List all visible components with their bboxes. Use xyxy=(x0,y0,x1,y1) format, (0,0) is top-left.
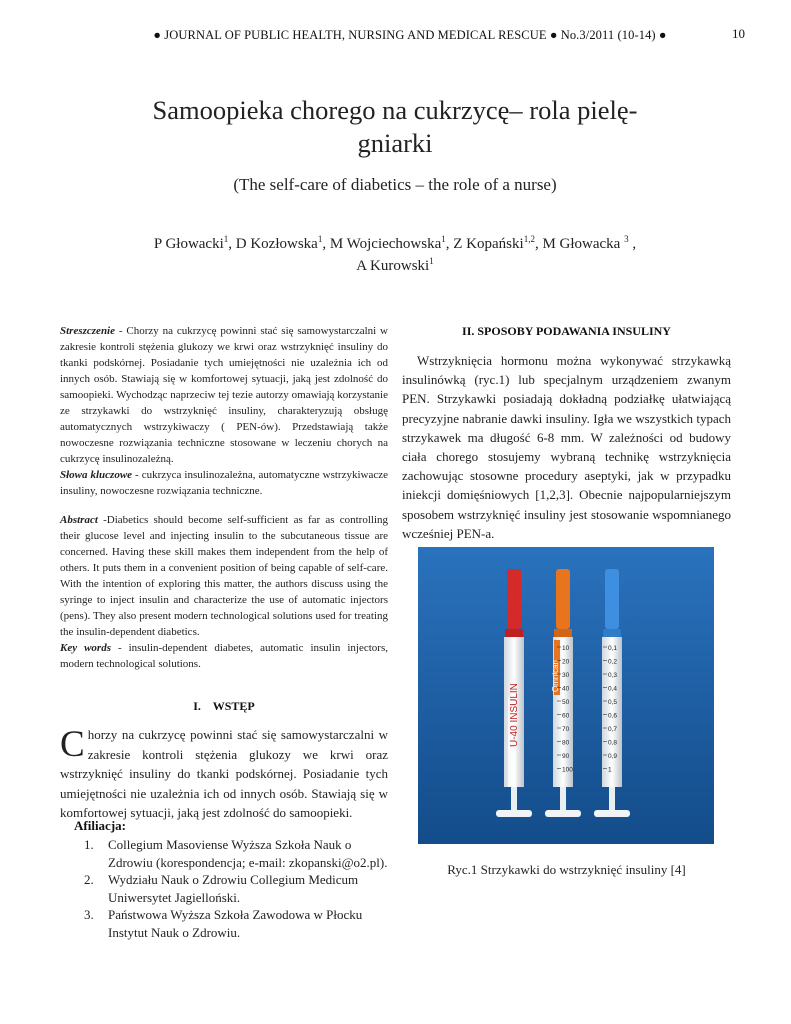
scale-label: 40 xyxy=(562,685,570,693)
article-title xyxy=(70,94,720,160)
author-list xyxy=(70,233,720,277)
author-name: , M Wojciechowska xyxy=(322,236,442,252)
abstract-polish xyxy=(60,323,388,499)
barrel-label: U-40 INSULIN xyxy=(509,683,520,747)
affiliation-text: Collegium Masoviense Wyższa Szkoła Nauk o Zdrowiu (korespondencja; e-mail: zkopanski@o2.pl). xyxy=(108,837,388,870)
abstract-english xyxy=(60,512,388,672)
drop-cap: C xyxy=(60,724,85,765)
scale-label: 0,5 xyxy=(608,699,618,706)
abstract-en-label: Abstract xyxy=(60,514,98,526)
scale-label: 0,6 xyxy=(608,712,618,720)
barrel-brand: Omnican xyxy=(551,659,560,692)
scale-label: 20 xyxy=(562,658,570,666)
affiliation-text: Wydziału Nauk o Zdrowiu Collegium Medicum Uniwersytet Jagielloński. xyxy=(108,872,359,905)
scale-label: 90 xyxy=(562,753,570,760)
journal-header xyxy=(130,28,690,43)
intro-text: horzy na cukrzycę powinni stać się samowystarczalni w zakresie kontroli stężenia glukozy we krwi oraz wstrzyknięć insuliny do tkanki podskórnej. Posiadanie tych umiejętności nie uzależnia ich od innych osób. Stawiają się w komfortowej sytuacji, jaką jest zdolność do samoopieki. xyxy=(60,727,388,820)
scale-label: 0,9 xyxy=(608,753,618,760)
affiliation-text: Państwowa Wyższa Szkoła Zawodowa w Płocku Instytut Nauk o Zdrowiu. xyxy=(108,907,363,940)
scale-label: 0,3 xyxy=(608,672,618,679)
list-item xyxy=(84,836,388,871)
keywords-en-text: - insulin-dependent diabetes, automatic insulin injectors, modern technological solutions. xyxy=(60,642,388,670)
author-affil-sup: 1 xyxy=(223,234,229,244)
title-line-2: gniarki xyxy=(357,128,433,158)
author-affil-sup: 1 xyxy=(429,256,434,266)
list-item xyxy=(84,906,388,941)
author-name: , D Kozłowska xyxy=(228,236,318,252)
scale-label: 10 xyxy=(562,645,570,652)
list-number: 1. xyxy=(84,837,94,852)
scale-label: 80 xyxy=(562,739,570,747)
scale-label: 0,2 xyxy=(608,658,618,666)
list-item xyxy=(84,871,388,906)
abstract-pl-text: - Chorzy na cukrzycę powinni stać się samowystarczalni w zakresie kontroli stężenia glukozy we krwi oraz wstrzyknięć insuliny do tkanki podskórnej. Posiadanie tych umiejętności nie uzależnia ich od innych osób. Stawiają się w komfortowej sytuacji, jaką jest zdolność do samoopieki. Wychodząc naprzeciw tej tezie autorzy omawiają korzystanie ze strzykawki do wstrzyknięć insuliny, charakteryzują obsługę automatycznych wstrzykiwaczy ( PEN-ów). Przedstawiają także nowoczesne rozwiązania techniczne stosowane w leczeniu chorych na cukrzycę insulinozależną. xyxy=(60,325,388,465)
author-affil-sup: 1 xyxy=(441,234,446,244)
intro-paragraph xyxy=(60,725,388,823)
author-affil-sup: 3 xyxy=(624,234,629,244)
scale-label: 100 xyxy=(562,766,573,774)
keywords-pl-label: Słowa kluczowe xyxy=(60,469,133,481)
list-number: 3. xyxy=(84,907,94,922)
authors-line-1 xyxy=(70,233,720,255)
methods-paragraph: Wstrzyknięcia hormonu można wykonywać strzykawką insulinówką (ryc.1) lub specjalnym urządzeniem zwanym PEN. Strzykawki posiadają dokładną podziałkę ułatwiającą precyzyjne nabranie dawki insuliny. Igła we wszystkich typach strzykawek ma długość 6-8 mm. W zależności od budowy ciała chorego stosujemy wybraną technikę wstrzyknięcia zachowując stosowne procedury aseptyki, jak w przypadku iniekcji domięśniowych [1,2,3]. Obecnie najpopularniejszym sposobem wstrzyknięć insuliny jest stosowanie wspomnianego wcześniej PEN-a. xyxy=(402,353,731,541)
author-name: A Kurowski xyxy=(356,258,430,274)
scale-label: 70 xyxy=(562,726,570,733)
syringes-illustration xyxy=(418,547,714,844)
affiliation-list xyxy=(84,836,388,941)
page-number: 10 xyxy=(732,26,745,41)
scale-label: 0,4 xyxy=(608,685,618,693)
scale-label: 0,7 xyxy=(608,726,618,733)
title-line-1: Samoopieka chorego na cukrzycę– rola pielę- xyxy=(152,95,638,125)
article-subtitle: (The self-care of diabetics – the role of a nurse) xyxy=(233,175,557,194)
author-affil-sup: 1 xyxy=(317,234,323,244)
author-name: , Z Kopański xyxy=(445,236,524,252)
author-affil-sup: 1,2 xyxy=(523,234,535,244)
scale-label: 0,8 xyxy=(608,739,618,747)
scale-label: 60 xyxy=(562,712,570,720)
list-number: 2. xyxy=(84,872,94,887)
syringes-figure xyxy=(418,547,714,844)
section-heading-insulin-methods: II. SPOSOBY PODAWANIA INSULINY xyxy=(462,324,671,338)
abstract-en-text: -Diabetics should become self-sufficient as far as controlling their glucose level and injecting insulin to the subcutaneous tissue are concerned. Having these skill makes them independent from the help of others. It puts them in a convenient position of being capable of self-care. With the intention of exploring this matter, the authors discuss using the syringe to inject insulin and characterize the use of automatic injectors (pens). They also present modern technological solutions used for treating the insulin-dependent diabetics. xyxy=(60,514,388,638)
keywords-en-label: Key words xyxy=(60,642,111,654)
scale-label: 50 xyxy=(562,699,570,706)
keywords-pl-text: - cukrzyca insulinozależna, automatyczne wstrzykiwacze insuliny, nowoczesne rozwiązania techniczne. xyxy=(60,469,388,497)
scale-label: 0,1 xyxy=(608,645,618,652)
scale-label: 1 xyxy=(608,766,612,774)
author-name: , M Głowacka xyxy=(534,236,625,252)
author-separator: , xyxy=(628,236,637,252)
author-name: P Głowacki xyxy=(153,236,224,252)
scale-label: 30 xyxy=(562,672,570,679)
authors-line-2 xyxy=(70,255,720,277)
figure-caption: Ryc.1 Strzykawki do wstrzyknięć insuliny [4] xyxy=(447,862,686,877)
abstract-pl-label: Streszczenie xyxy=(60,325,115,337)
section-heading-intro: I. WSTĘP xyxy=(193,699,255,713)
journal-header-text: ● JOURNAL OF PUBLIC HEALTH, NURSING AND MEDICAL RESCUE ● No.3/2011 (10-14) ● xyxy=(153,28,667,42)
affiliation-heading: Afiliacja: xyxy=(74,818,126,833)
